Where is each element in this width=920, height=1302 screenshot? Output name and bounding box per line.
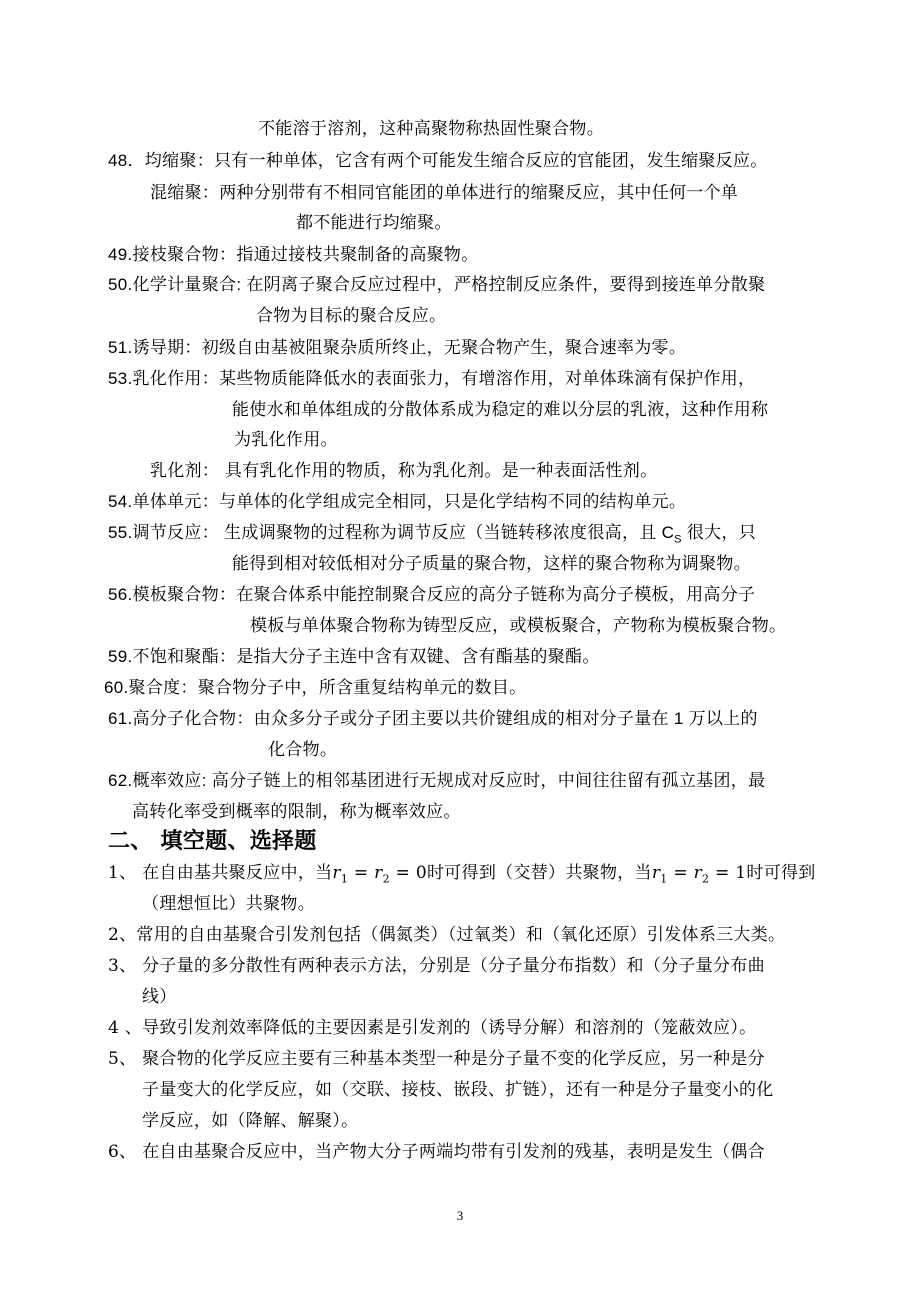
- definition-line: 50.化学计量聚合: 在阴离子聚合反应过程中，严格控制反应条件，要得到接连单分散聚: [108, 275, 766, 294]
- equation-r2: r: [693, 863, 702, 883]
- question-line: 线）: [142, 987, 177, 1007]
- definition-line: 56.模板聚合物：在聚合体系中能控制聚合反应的高分子链称为高分子模板，用高分子: [108, 585, 756, 604]
- section-heading: 二、 填空题、选择题: [108, 829, 317, 854]
- definition-text: 很大，只: [681, 523, 757, 542]
- definition-line: 为乳化作用。: [234, 430, 338, 450]
- definition-line: 能使水和单体组成的分散体系成为稳定的难以分层的乳液，这种作用称: [232, 400, 769, 420]
- definition-line: 都不能进行均缩聚。: [296, 213, 452, 233]
- definition-line: 模板与单体聚合物称为铸型反应，或模板聚合，产物称为模板聚合物。: [250, 616, 787, 636]
- definition-line: 53.乳化作用：某些物质能降低水的表面张力，有增溶作用，对单体珠滴有保护作用，: [108, 369, 756, 388]
- question-text: 时可得到（交替）共聚物，当: [426, 863, 652, 883]
- question-line: 3、 分子量的多分散性有两种表示方法，分别是（分子量分布指数）和（分子量分布曲: [108, 956, 765, 976]
- question-text: 1、 在自由基共聚反应中，当: [108, 863, 333, 883]
- definition-line: 61.高分子化合物：由众多分子或分子团主要以共价键组成的相对分子量在 1 万以上的: [108, 709, 758, 728]
- definition-line: 51.诱导期：初级自由基被阻聚杂质所终止，无聚合物产生，聚合速率为零。: [108, 338, 687, 357]
- definition-line: 60.聚合度：聚合物分子中，所含重复结构单元的数目。: [104, 678, 527, 697]
- definition-line: 能得到相对较低相对分子质量的聚合物，这样的聚合物称为调聚物。: [232, 554, 751, 574]
- question-line: [108, 862, 816, 890]
- definition-line: 混缩聚：两种分别带有不相同官能团的单体进行的缩聚反应，其中任何一个单: [150, 183, 739, 203]
- equation-r1: r: [332, 863, 341, 883]
- definition-line: 62.概率效应: 高分子链上的相邻基团进行无规成对反应时，中间往往留有孤立基团，最: [108, 771, 766, 790]
- equation-equals: =: [348, 863, 375, 883]
- definition-line: 乳化剂： 具有乳化作用的物质，称为乳化剂。是一种表面活性剂。: [150, 461, 658, 481]
- equation-value: = 1: [709, 863, 747, 883]
- question-line: （理想恒比）共聚物。: [142, 894, 315, 914]
- question-line: 6、 在自由基聚合反应中，当产物大分子两端均带有引发剂的残基，表明是发生（偶合: [108, 1142, 765, 1162]
- question-line: 子量变大的化学反应，如（交联、接枝、嵌段、扩链），还有一种是分子量变小的化: [142, 1080, 774, 1100]
- equation-equals: =: [667, 863, 694, 883]
- definition-line: 高转化率受到概率的限制，称为概率效应。: [132, 802, 461, 822]
- subscript: 2: [382, 872, 390, 886]
- definition-line: [108, 522, 756, 550]
- subscript: 2: [702, 872, 710, 886]
- subscript: 1: [660, 872, 668, 886]
- question-line: 5、 聚合物的化学反应主要有三种基本类型一种是分子量不变的化学反应，另一种是分: [108, 1049, 765, 1069]
- equation-r2: r: [374, 863, 383, 883]
- subscript: 1: [340, 872, 349, 886]
- equation-value: = 0: [389, 863, 427, 883]
- definition-line: 化合物。: [268, 740, 338, 760]
- definition-text: 55.调节反应： 生成调聚物的过程称为调节反应（当链转移浓度很高，且 C: [108, 523, 675, 542]
- definition-line: 54.单体单元：与单体的化学组成完全相同，只是化学结构不同的结构单元。: [108, 492, 687, 511]
- definition-line: 48．均缩聚：只有一种单体，它含有两个可能发生缩合反应的官能团，发生缩聚反应。: [108, 151, 768, 170]
- cs-subscript: S: [674, 533, 682, 546]
- page-number: 3: [456, 1208, 464, 1223]
- question-line: 4 、导致引发剂效率降低的主要因素是引发剂的（诱导分解）和溶剂的（笼蔽效应）。: [108, 1018, 757, 1038]
- equation-r1: r: [651, 863, 661, 883]
- question-text: 时可得到: [746, 863, 816, 883]
- definition-line: 59.不饱和聚酯：是指大分子主连中含有双键、含有酯基的聚酯。: [108, 647, 600, 666]
- definition-line: 不能溶于溶剂，这种高聚物称热固性聚合物。: [258, 119, 604, 139]
- question-line: 学反应，如（降解、解聚）。: [142, 1111, 359, 1131]
- question-line: 2、常用的自由基聚合引发剂包括（偶氮类）（过氧类）和（氧化还原）引发体系三大类。: [108, 925, 786, 945]
- definition-line: 49.接枝聚合物：指通过接枝共聚制备的高聚物。: [108, 245, 479, 264]
- definition-line: 合物为目标的聚合反应。: [256, 306, 447, 326]
